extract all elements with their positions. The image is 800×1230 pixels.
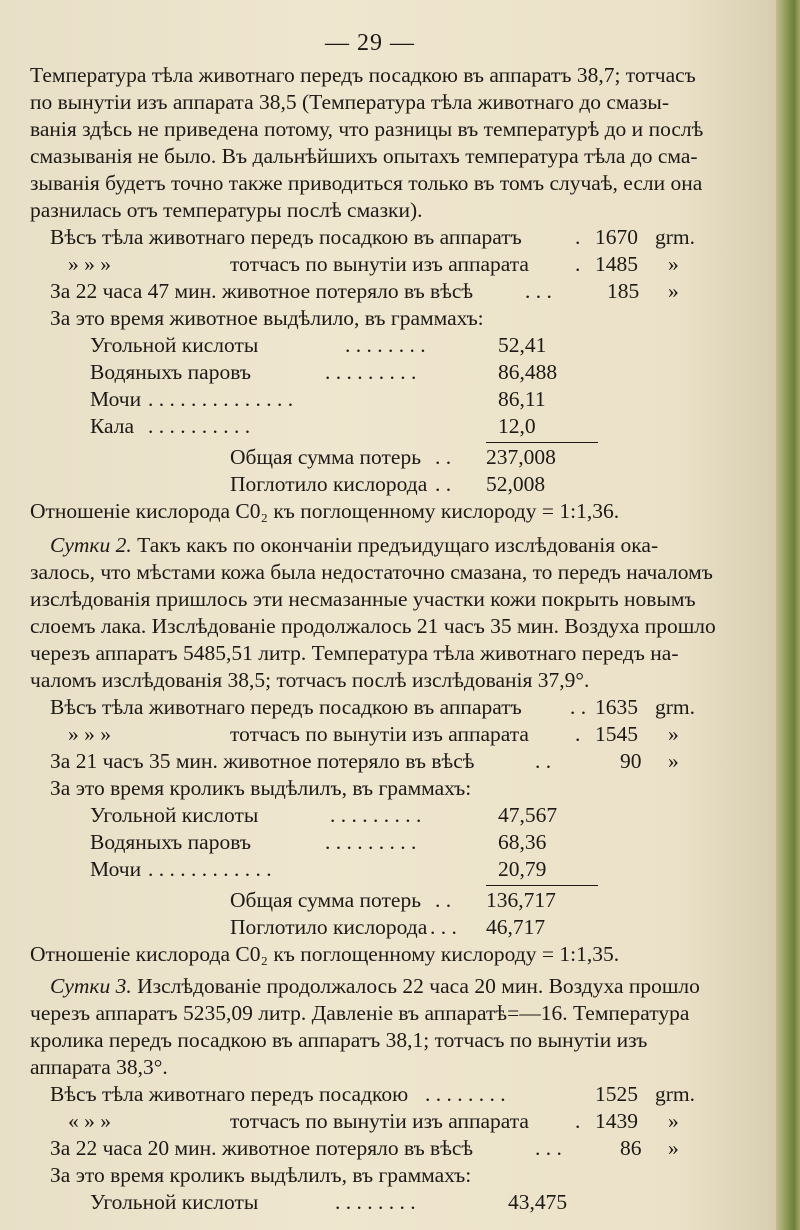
item-value: 20,79: [498, 857, 547, 881]
leader-dots: . .: [435, 888, 452, 912]
leader-dots: . . .: [525, 279, 552, 303]
text-line: Изслѣдованіе продолжалось 22 часа 20 мин. Воздуха прошло: [137, 974, 700, 998]
weight-after-label: тотчасъ по вынутіи изъ аппарата: [230, 1109, 529, 1133]
text-line: кролика передъ посадкою въ аппаратъ 38,1; тотчасъ по вынутіи изъ: [30, 1028, 648, 1052]
weight-before-value: 1635: [595, 695, 638, 719]
leader-dots: . . .: [535, 1136, 562, 1160]
weight-after-value: 1485: [595, 252, 638, 276]
oxygen-value: 46,717: [486, 915, 546, 939]
text-line: по вынутіи изъ аппарата 38,5 (Температура тѣла животнаго до смазы-: [30, 90, 670, 114]
leader-dots: .: [575, 225, 581, 249]
weight-unit: grm.: [655, 225, 696, 249]
leader-dots: . .: [570, 695, 587, 719]
leader-dots: . . . . . . . . . .: [148, 414, 251, 438]
text-line: ванія здѣсь не приведена потому, что разницы въ температурѣ до и послѣ: [30, 117, 704, 141]
leader-dots: . . . . . . . . .: [325, 830, 417, 854]
page-number: — 29 —: [325, 30, 415, 56]
leader-dots: . . . . . . . .: [335, 1190, 416, 1214]
text-line: изслѣдованія пришлось эти несмазанные участки кожи покрыть новымъ: [30, 587, 696, 611]
weight-before-label: Вѣсъ тѣла животнаго передъ посадкою: [50, 1082, 409, 1106]
text-line: смазыванія не было. Въ дальнѣйшихъ опытахъ температура тѣла до сма-: [30, 144, 698, 168]
text-line: аппарата 38,3°.: [30, 1055, 168, 1079]
item-value: 12,0: [498, 414, 536, 438]
excretion-intro: За это время кроликъ выдѣлилъ, въ граммахъ:: [50, 1163, 472, 1187]
item-label: Кала: [90, 414, 135, 438]
weight-before-value: 1525: [595, 1082, 638, 1106]
item-label: Водяныхъ паровъ: [90, 360, 251, 384]
item-value: 43,475: [508, 1190, 568, 1214]
ratio-line: Отношеніе кислорода С0₂ къ поглощенному кислороду = 1:1,35.: [30, 942, 620, 966]
leader-dots: . . .: [430, 915, 457, 939]
weight-unit: »: [668, 279, 679, 303]
paragraph-line: [50, 973, 700, 1000]
leader-dots: . . . . . . . .: [425, 1082, 506, 1106]
ratio-line: Отношеніе кислорода С0₂ къ поглощенному кислороду = 1:1,36.: [30, 499, 620, 523]
ditto-marks: » » »: [68, 252, 111, 276]
oxygen-label: Поглотило кислорода: [230, 915, 428, 939]
text-line: залось, что мѣстами кожа была недостаточно смазана, то передъ началомъ: [30, 560, 713, 584]
sum-rule: [486, 442, 598, 443]
text-line: Температура тѣла животнаго передъ посадкою въ аппаратъ 38,7; тотчасъ: [30, 63, 696, 87]
weight-after-label: тотчасъ по вынутіи изъ аппарата: [230, 722, 529, 746]
weight-after-value: 1545: [595, 722, 638, 746]
weight-loss-label: За 22 часа 47 мин. животное потеряло въ вѣсѣ: [50, 279, 474, 303]
leader-dots: . . . . . . . . . . . .: [148, 857, 272, 881]
item-value: 52,41: [498, 333, 547, 357]
leader-dots: . . . . . . . . . . . . . .: [148, 387, 294, 411]
weight-before-value: 1670: [595, 225, 638, 249]
item-label: Водяныхъ паровъ: [90, 830, 251, 854]
item-value: 86,488: [498, 360, 558, 384]
item-value: 68,36: [498, 830, 547, 854]
weight-loss-label: За 21 часъ 35 мин. животное потеряло въ вѣсѣ: [50, 749, 475, 773]
sum-rule: [486, 885, 598, 886]
weight-unit: »: [668, 1109, 679, 1133]
text-line: слоемъ лака. Изслѣдованіе продолжалось 21 часъ 35 мин. Воздуха прошло: [30, 614, 716, 638]
item-label: Мочи: [90, 857, 142, 881]
weight-before-label: Вѣсъ тѣла животнаго передъ посадкою въ аппаратъ: [50, 695, 522, 719]
weight-unit: »: [668, 252, 679, 276]
leader-dots: . .: [435, 472, 452, 496]
weight-after-label: тотчасъ по вынутіи изъ аппарата: [230, 252, 529, 276]
weight-unit: »: [668, 749, 679, 773]
leader-dots: . . . . . . . . .: [330, 803, 422, 827]
item-label: Угольной кислоты: [90, 803, 259, 827]
text-line: чаломъ изслѣдованія 38,5; тотчасъ послѣ изслѣдованія 37,9°.: [30, 668, 590, 692]
item-value: 86,11: [498, 387, 546, 411]
excretion-intro: За это время кроликъ выдѣлилъ, въ граммахъ:: [50, 776, 472, 800]
oxygen-value: 52,008: [486, 472, 546, 496]
leader-dots: . . . . . . . . .: [325, 360, 417, 384]
weight-unit: grm.: [655, 695, 696, 719]
total-label: Общая сумма потерь: [230, 888, 422, 912]
text-line: разнилась отъ температуры послѣ смазки).: [30, 198, 423, 222]
ditto-marks: » » »: [68, 722, 111, 746]
leader-dots: .: [575, 722, 581, 746]
text-line: Такъ какъ по окончаніи предъидущаго изслѣдованія ока-: [137, 533, 659, 557]
item-label: Угольной кислоты: [90, 333, 259, 357]
leader-dots: . . . . . . . .: [345, 333, 426, 357]
weight-loss-label: За 22 часа 20 мин. животное потеряло въ вѣсѣ: [50, 1136, 474, 1160]
text-line: зыванія будетъ точно также приводиться только въ томъ случаѣ, если она: [30, 171, 703, 195]
paragraph-line: [50, 532, 658, 559]
item-label: Мочи: [90, 387, 142, 411]
weight-after-value: 1439: [595, 1109, 638, 1133]
weight-before-label: Вѣсъ тѣла животнаго передъ посадкою въ аппаратъ: [50, 225, 522, 249]
text-line: черезъ аппаратъ 5485,51 литр. Температура тѣла животнаго передъ на-: [30, 641, 679, 665]
total-value: 136,717: [486, 888, 556, 912]
excretion-intro: За это время животное выдѣлило, въ граммахъ:: [50, 306, 484, 330]
text-line: черезъ аппаратъ 5235,09 литр. Давленіе въ аппаратѣ=—16. Температура: [30, 1001, 690, 1025]
weight-loss-value: 90: [620, 749, 642, 773]
section-heading: Сутки 2.: [50, 533, 132, 557]
leader-dots: . .: [535, 749, 552, 773]
weight-unit: »: [668, 722, 679, 746]
item-label: Угольной кислоты: [90, 1190, 259, 1214]
weight-unit: »: [668, 1136, 679, 1160]
weight-loss-value: 86: [620, 1136, 642, 1160]
leader-dots: .: [575, 1109, 581, 1133]
section-heading: Сутки 3.: [50, 974, 132, 998]
book-spine-edge: [776, 0, 800, 1230]
weight-unit: grm.: [655, 1082, 696, 1106]
weight-loss-value: 185: [607, 279, 640, 303]
total-value: 237,008: [486, 445, 556, 469]
oxygen-label: Поглотило кислорода: [230, 472, 428, 496]
leader-dots: .: [575, 252, 581, 276]
ditto-marks: « » »: [68, 1109, 111, 1133]
total-label: Общая сумма потерь: [230, 445, 422, 469]
leader-dots: . .: [435, 445, 452, 469]
item-value: 47,567: [498, 803, 558, 827]
